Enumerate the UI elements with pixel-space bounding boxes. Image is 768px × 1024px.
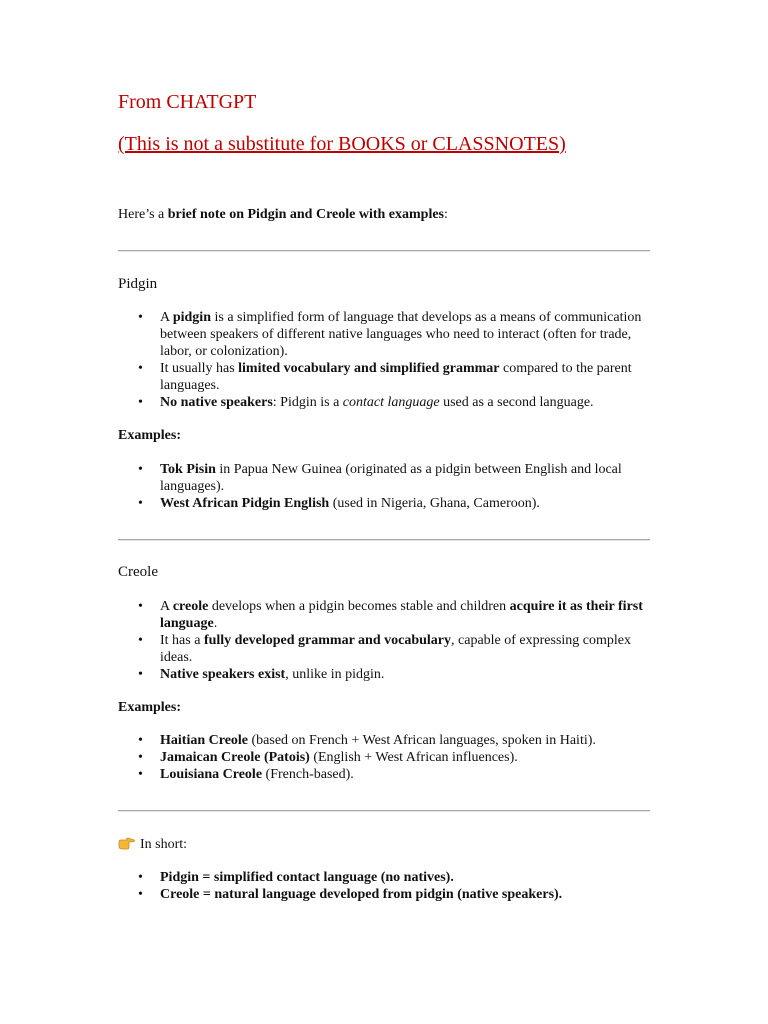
intro-paragraph: Here’s a brief note on Pidgin and Creole with examples: — [118, 207, 448, 222]
pidgin-definition-list — [118, 309, 650, 411]
list-item: • Creole = natural language developed from pidgin (native speakers). — [118, 886, 650, 903]
document-title: From CHATGPT — [118, 91, 257, 113]
examples-label: Examples: — [118, 700, 181, 715]
list-item: • A creole develops when a pidgin becomes stable and children acquire it as their first language. — [118, 598, 650, 632]
list-item: • West African Pidgin English (used in Nigeria, Ghana, Cameroon). — [118, 495, 650, 512]
list-item: • No native speakers: Pidgin is a contact language used as a second language. — [118, 394, 650, 411]
list-item: • Pidgin = simplified contact language (no natives). — [118, 869, 650, 886]
list-item: • Jamaican Creole (Patois) (English + West African influences). — [118, 749, 650, 766]
list-item: • Tok Pisin in Papua New Guinea (originated as a pidgin between English and local languages). — [118, 461, 650, 495]
list-item: • Native speakers exist, unlike in pidgin. — [118, 666, 650, 683]
list-item: • Louisiana Creole (French-based). — [118, 766, 650, 783]
summary-intro: In short: — [118, 836, 650, 853]
summary-list — [118, 869, 650, 903]
list-item: • It has a fully developed grammar and vocabulary, capable of expressing complex ideas. — [118, 632, 650, 666]
pidgin-examples-list — [118, 461, 650, 512]
pointing-hand-icon — [118, 836, 136, 850]
list-item: • A pidgin is a simplified form of language that develops as a means of communication between speakers of different native languages who need to interact (often for trade, labor, or colonization). — [118, 309, 650, 360]
divider — [118, 539, 650, 541]
section-heading-pidgin: Pidgin — [118, 276, 158, 292]
examples-label: Examples: — [118, 428, 181, 443]
divider — [118, 810, 650, 812]
section-heading-creole: Creole — [118, 564, 158, 580]
creole-definition-list — [118, 598, 650, 683]
divider — [118, 250, 650, 252]
creole-examples-list — [118, 732, 650, 783]
disclaimer: (This is not a substitute for BOOKS or CLASSNOTES) — [118, 133, 566, 155]
list-item: • Haitian Creole (based on French + West African languages, spoken in Haiti). — [118, 732, 650, 749]
list-item: • It usually has limited vocabulary and simplified grammar compared to the parent languages. — [118, 360, 650, 394]
